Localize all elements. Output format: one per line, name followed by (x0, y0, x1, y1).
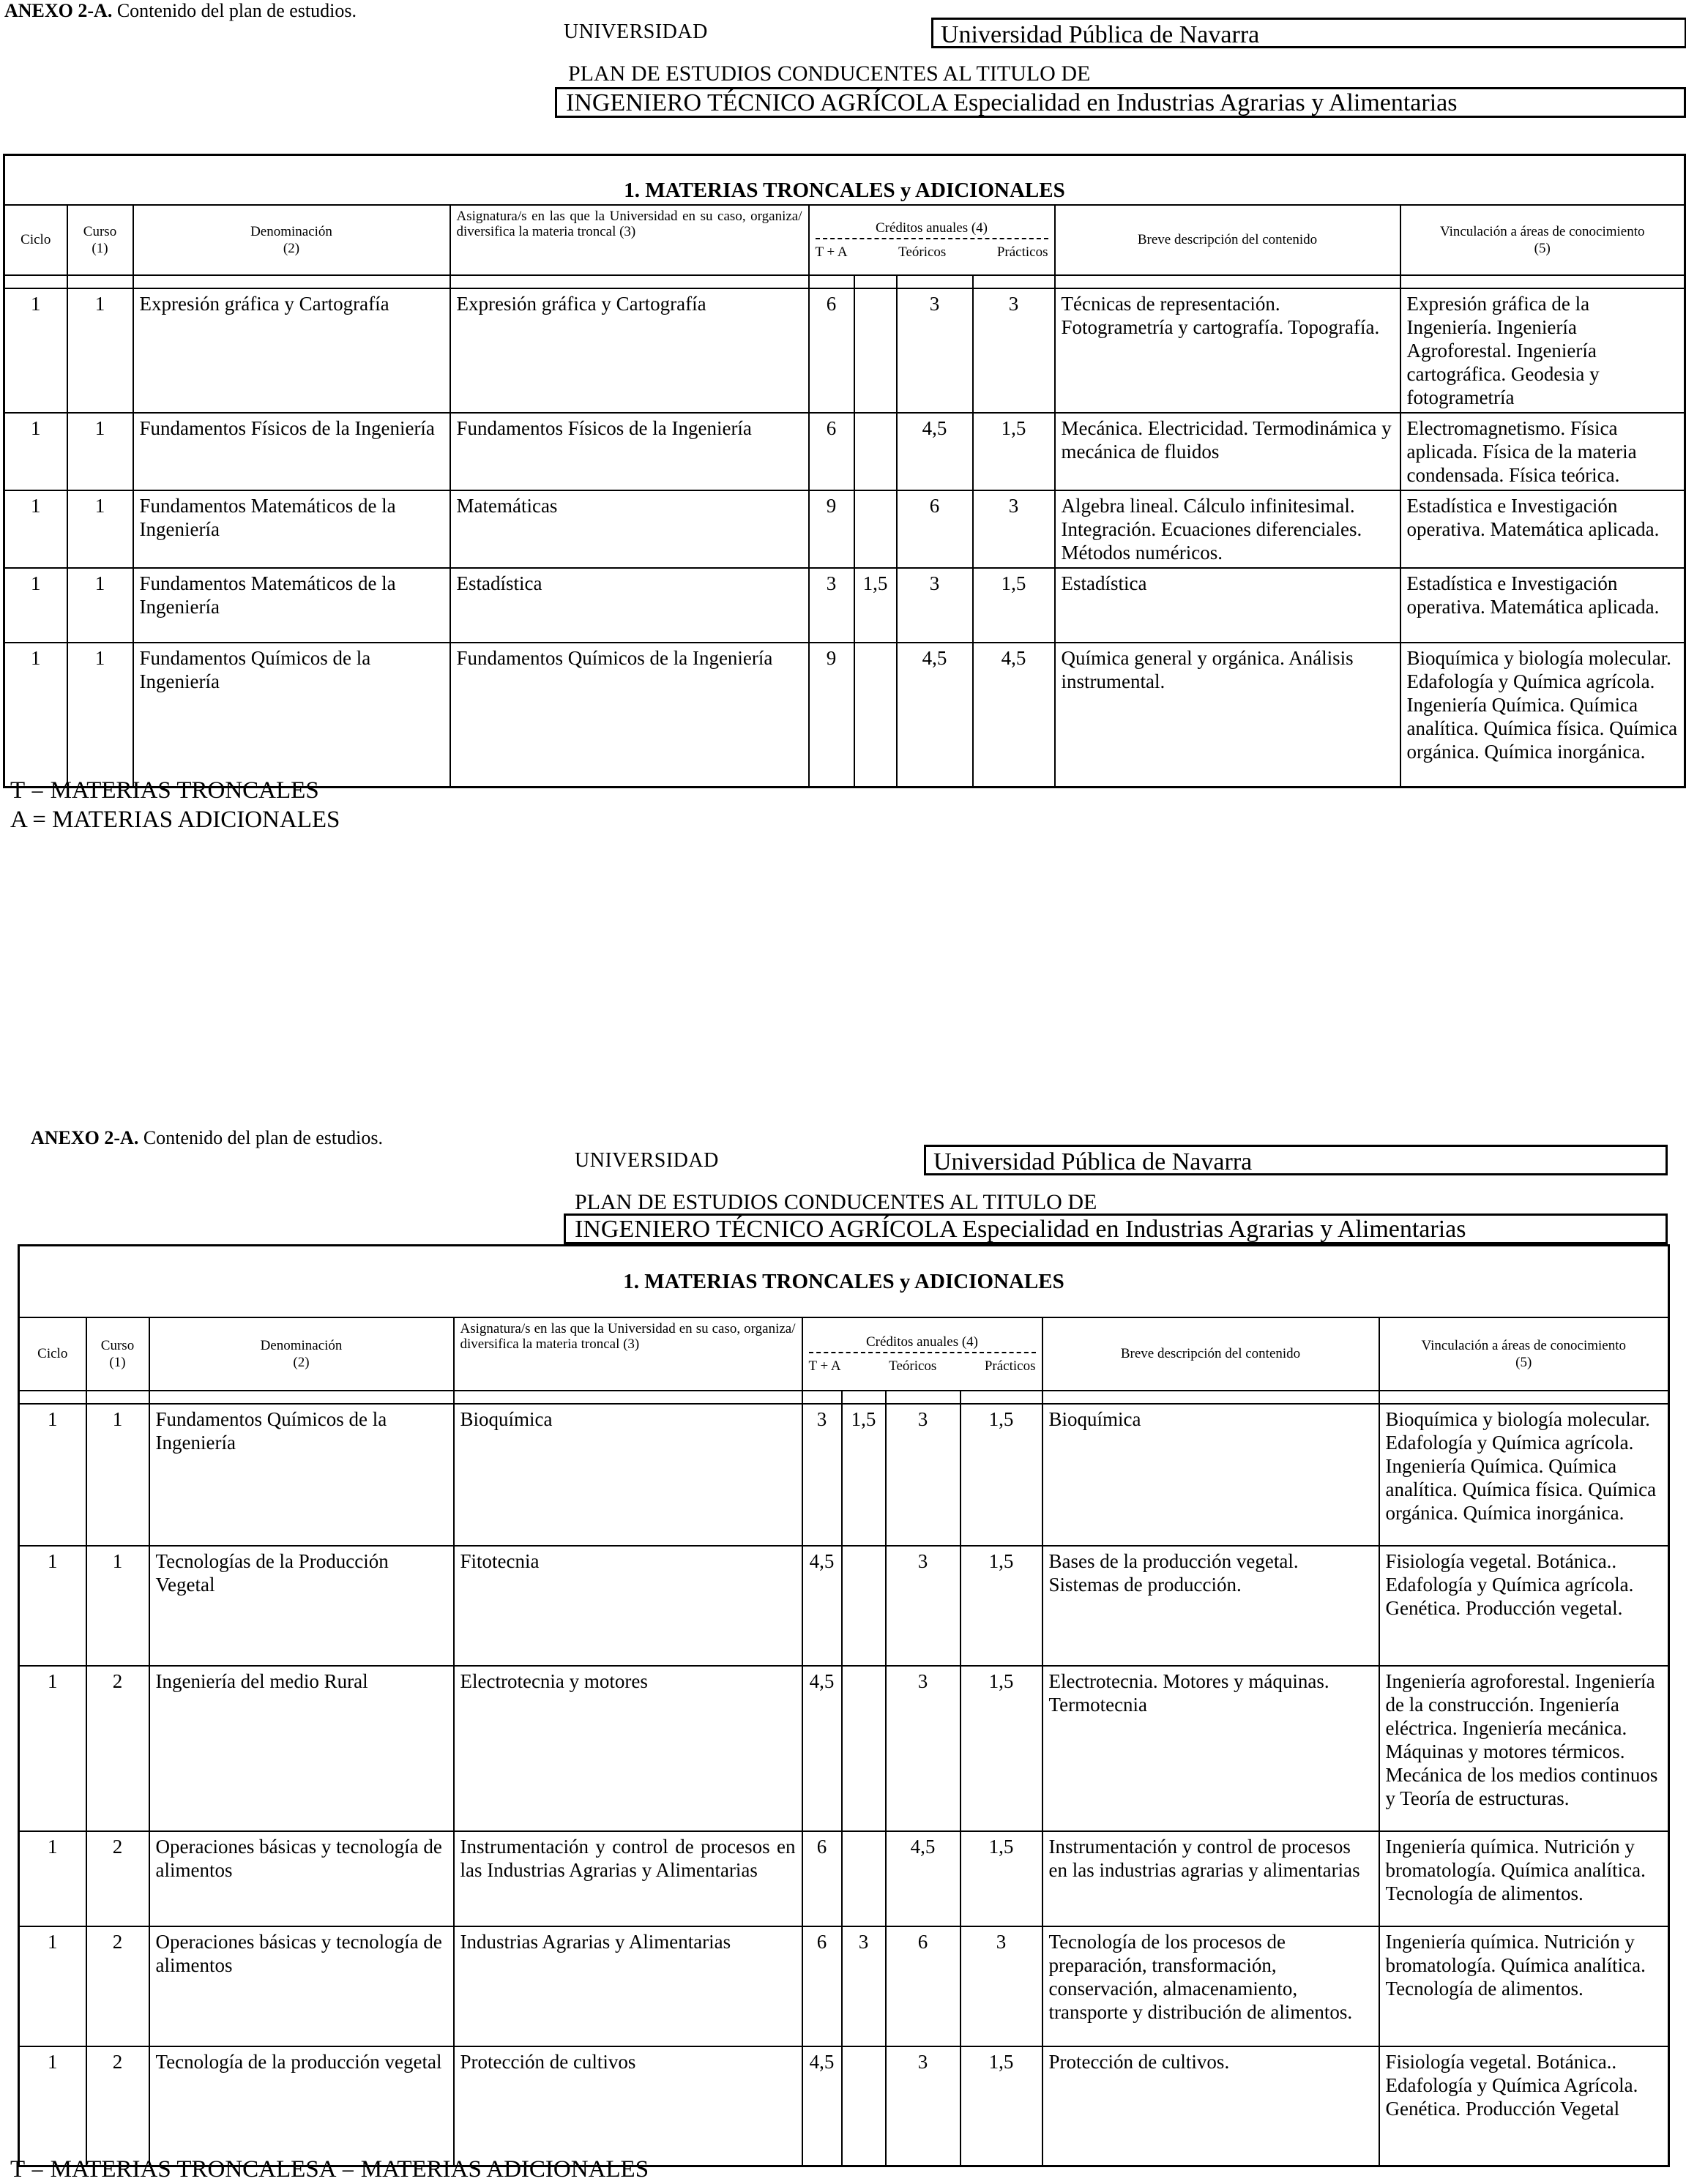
annex-heading (4, 0, 357, 22)
cell-denominacion: Fundamentos Matemáticos de la Ingeniería (133, 568, 450, 643)
cell-breve: Algebra lineal. Cálculo infinitesimal. Integración. Ecuaciones diferenciales. Métodos numéricos. (1055, 490, 1400, 568)
cell-a (854, 288, 897, 413)
cell-ciclo: 1 (4, 413, 67, 490)
cell-t: 4,5 (802, 1546, 842, 1666)
cell-teoricos: 3 (897, 568, 973, 643)
col-breve: Breve descripción del contenido (1042, 1317, 1379, 1391)
col-vinculacion-num: (5) (1534, 240, 1551, 256)
cell-ciclo: 1 (19, 1666, 86, 1831)
col-denominacion-num: (2) (293, 1354, 310, 1370)
col-denominacion-num: (2) (283, 240, 300, 256)
creditos-ta: T + A (815, 244, 848, 260)
cell-a (854, 490, 897, 568)
cell-curso: 1 (67, 568, 133, 643)
cell-breve: Electrotecnia. Motores y máquinas. Termotecnia (1042, 1666, 1379, 1831)
cell-denominacion: Fundamentos Químicos de la Ingeniería (133, 643, 450, 788)
cell-teoricos: 6 (897, 490, 973, 568)
cell-t: 6 (809, 288, 854, 413)
cell-practicos: 3 (973, 288, 1055, 413)
cell-curso: 1 (67, 490, 133, 568)
cell-curso: 2 (86, 1831, 149, 1926)
table-row (19, 1404, 1669, 1546)
cell-vinculacion: Expresión gráfica de la Ingeniería. Ingeniería Agroforestal. Ingeniería cartográfica. Geodesia y fotogrametría (1400, 288, 1685, 413)
universidad-box: Universidad Pública de Navarra (924, 1145, 1668, 1175)
cell-breve: Bases de la producción vegetal. Sistemas de producción. (1042, 1546, 1379, 1666)
col-curso-num: (1) (109, 1354, 126, 1370)
col-denominacion (149, 1317, 454, 1391)
cell-vinculacion: Bioquímica y biología molecular. Edafología y Química agrícola. Ingeniería Química. Química analítica. Química física. Química orgánica. Química inorgánica. (1400, 643, 1685, 788)
cell-t: 4,5 (802, 2046, 842, 2166)
cell-asignatura: Industrias Agrarias y Alimentarias (454, 1926, 802, 2046)
section-title: 1. MATERIAS TRONCALES y ADICIONALES (4, 155, 1685, 205)
col-vinculacion (1400, 205, 1685, 275)
cell-vinculacion: Fisiología vegetal. Botánica.. Edafología y Química agrícola. Genética. Producción vegetal. (1379, 1546, 1669, 1666)
plan-label: PLAN DE ESTUDIOS CONDUCENTES AL TITULO DE (575, 1190, 1097, 1214)
annex-label: ANEXO 2-A. (4, 0, 113, 21)
cell-a: 1,5 (854, 568, 897, 643)
cell-curso: 1 (86, 1546, 149, 1666)
cell-denominacion: Tecnologías de la Producción Vegetal (149, 1546, 454, 1666)
cell-practicos: 1,5 (961, 2046, 1042, 2166)
col-ciclo: Ciclo (19, 1317, 86, 1391)
creditos-practicos: Prácticos (984, 1358, 1036, 1374)
universidad-label: UNIVERSIDAD (575, 1149, 719, 1172)
cell-practicos: 1,5 (973, 568, 1055, 643)
cell-denominacion: Expresión gráfica y Cartografía (133, 288, 450, 413)
cell-teoricos: 3 (886, 1404, 961, 1546)
universidad-label: UNIVERSIDAD (564, 20, 708, 43)
cell-breve: Protección de cultivos. (1042, 2046, 1379, 2166)
cell-teoricos: 3 (886, 1666, 961, 1831)
cell-ciclo: 1 (19, 1926, 86, 2046)
cell-denominacion: Operaciones básicas y tecnología de alimentos (149, 1831, 454, 1926)
cell-vinculacion: Fisiología vegetal. Botánica.. Edafología y Química Agrícola. Genética. Producción Vegetal (1379, 2046, 1669, 2166)
cell-practicos: 1,5 (973, 413, 1055, 490)
col-curso-label: Curso (83, 223, 117, 239)
cell-practicos: 1,5 (961, 1666, 1042, 1831)
col-denominacion-label: Denominación (260, 1337, 343, 1353)
cell-denominacion: Tecnología de la producción vegetal (149, 2046, 454, 2166)
legend (10, 2155, 649, 2184)
cell-a (842, 1831, 886, 1926)
col-curso (86, 1317, 149, 1391)
cell-curso: 2 (86, 2046, 149, 2166)
cell-teoricos: 3 (886, 1546, 961, 1666)
cell-teoricos: 3 (897, 288, 973, 413)
cell-t: 3 (809, 568, 854, 643)
cell-denominacion: Fundamentos Matemáticos de la Ingeniería (133, 490, 450, 568)
col-creditos (802, 1317, 1042, 1391)
header-spacer (4, 275, 1685, 288)
cell-a: 3 (842, 1926, 886, 2046)
cell-breve: Instrumentación y control de procesos en las industrias agrarias y alimentarias (1042, 1831, 1379, 1926)
titulo-box: INGENIERO TÉCNICO AGRÍCOLA Especialidad en Industrias Agrarias y Alimentarias (564, 1213, 1668, 1244)
creditos-teoricos: Teóricos (898, 244, 947, 260)
materias-table (3, 154, 1686, 788)
cell-ciclo: 1 (19, 1546, 86, 1666)
cell-asignatura: Fundamentos Físicos de la Ingeniería (450, 413, 809, 490)
cell-curso: 2 (86, 1926, 149, 2046)
cell-teoricos: 6 (886, 1926, 961, 2046)
cell-a (854, 643, 897, 788)
cell-practicos: 4,5 (973, 643, 1055, 788)
col-vinculacion-num: (5) (1515, 1354, 1532, 1370)
cell-asignatura: Bioquímica (454, 1404, 802, 1546)
creditos-teoricos: Teóricos (889, 1358, 937, 1374)
titulo-box: INGENIERO TÉCNICO AGRÍCOLA Especialidad en Industrias Agrarias y Alimentarias (555, 87, 1686, 118)
cell-a (842, 1666, 886, 1831)
creditos-title: Créditos anuales (4) (809, 1334, 1036, 1353)
annex-text: Contenido del plan de estudios. (138, 1127, 383, 1148)
col-denominacion-label: Denominación (250, 223, 332, 239)
cell-ciclo: 1 (19, 2046, 86, 2166)
legend-troncales-adicionales: T = MATERIAS TRONCALESA = MATERIAS ADICIONALES (10, 2156, 649, 2183)
cell-vinculacion: Ingeniería química. Nutrición y bromatología. Química analítica. Tecnología de alimentos. (1379, 1926, 1669, 2046)
cell-t: 9 (809, 490, 854, 568)
cell-ciclo: 1 (4, 568, 67, 643)
cell-a (842, 2046, 886, 2166)
creditos-practicos: Prácticos (996, 244, 1048, 260)
cell-t: 9 (809, 643, 854, 788)
cell-ciclo: 1 (4, 288, 67, 413)
cell-practicos: 1,5 (961, 1404, 1042, 1546)
cell-t: 6 (802, 1831, 842, 1926)
cell-practicos: 1,5 (961, 1546, 1042, 1666)
plan-label: PLAN DE ESTUDIOS CONDUCENTES AL TITULO DE (568, 61, 1091, 86)
cell-a: 1,5 (842, 1404, 886, 1546)
table-row (4, 490, 1685, 568)
legend-troncales: T = MATERIAS TRONCALES (10, 777, 319, 804)
cell-teoricos: 4,5 (886, 1831, 961, 1926)
cell-curso: 1 (67, 288, 133, 413)
cell-ciclo: 1 (19, 1831, 86, 1926)
annex-label: ANEXO 2-A. (31, 1127, 139, 1148)
col-vinculacion-label: Vinculación a áreas de conocimiento (1421, 1337, 1627, 1353)
cell-asignatura: Electrotecnia y motores (454, 1666, 802, 1831)
cell-breve: Mecánica. Electricidad. Termodinámica y mecánica de fluidos (1055, 413, 1400, 490)
section-title: 1. MATERIAS TRONCALES y ADICIONALES (19, 1246, 1669, 1317)
cell-breve: Bioquímica (1042, 1404, 1379, 1546)
cell-asignatura: Fundamentos Químicos de la Ingeniería (450, 643, 809, 788)
col-asignatura: Asignatura/s en las que la Universidad en su caso, organiza/ diversifica la materia troncal (3) (450, 205, 809, 275)
col-asignatura: Asignatura/s en las que la Universidad en su caso, organiza/ diversifica la materia troncal (3) (454, 1317, 802, 1391)
cell-denominacion: Fundamentos Físicos de la Ingeniería (133, 413, 450, 490)
cell-breve: Técnicas de representación. Fotogrametría y cartografía. Topografía. (1055, 288, 1400, 413)
col-curso (67, 205, 133, 275)
col-vinculacion-label: Vinculación a áreas de conocimiento (1439, 223, 1645, 239)
table-row (4, 568, 1685, 643)
table-row (19, 1831, 1669, 1926)
cell-curso: 2 (86, 1666, 149, 1831)
cell-vinculacion: Estadística e Investigación operativa. Matemática aplicada. (1400, 490, 1685, 568)
cell-asignatura: Protección de cultivos (454, 2046, 802, 2166)
cell-vinculacion: Ingeniería química. Nutrición y bromatología. Química analítica. Tecnología de alimentos. (1379, 1831, 1669, 1926)
cell-denominacion: Fundamentos Químicos de la Ingeniería (149, 1404, 454, 1546)
creditos-ta: T + A (808, 1358, 841, 1374)
legend (10, 776, 340, 834)
cell-ciclo: 1 (19, 1404, 86, 1546)
cell-breve: Estadística (1055, 568, 1400, 643)
col-vinculacion (1379, 1317, 1669, 1391)
cell-asignatura: Matemáticas (450, 490, 809, 568)
annex-heading (31, 1127, 383, 1149)
table-row (4, 643, 1685, 788)
cell-asignatura: Estadística (450, 568, 809, 643)
col-ciclo: Ciclo (4, 205, 67, 275)
cell-a (854, 413, 897, 490)
cell-t: 6 (802, 1926, 842, 2046)
universidad-box: Universidad Pública de Navarra (931, 18, 1686, 48)
table-row (19, 1926, 1669, 2046)
cell-practicos: 3 (973, 490, 1055, 568)
cell-vinculacion: Estadística e Investigación operativa. Matemática aplicada. (1400, 568, 1685, 643)
col-denominacion (133, 205, 450, 275)
cell-curso: 1 (67, 413, 133, 490)
cell-vinculacion: Bioquímica y biología molecular. Edafología y Química agrícola. Ingeniería Química. Química analítica. Química física. Química orgánica. Química inorgánica. (1379, 1404, 1669, 1546)
col-curso-num: (1) (92, 240, 108, 256)
cell-curso: 1 (67, 643, 133, 788)
col-curso-label: Curso (100, 1337, 135, 1353)
cell-denominacion: Ingeniería del medio Rural (149, 1666, 454, 1831)
cell-asignatura: Fitotecnia (454, 1546, 802, 1666)
cell-breve: Tecnología de los procesos de preparación, transformación, conservación, almacenamiento, transporte y distribución de alimentos. (1042, 1926, 1379, 2046)
cell-a (842, 1546, 886, 1666)
table-row (4, 413, 1685, 490)
cell-practicos: 1,5 (961, 1831, 1042, 1926)
cell-vinculacion: Electromagnetismo. Física aplicada. Física de la materia condensada. Física teórica. (1400, 413, 1685, 490)
table-row (19, 1546, 1669, 1666)
annex-text: Contenido del plan de estudios. (112, 0, 357, 21)
cell-curso: 1 (86, 1404, 149, 1546)
cell-t: 4,5 (802, 1666, 842, 1831)
cell-teoricos: 4,5 (897, 413, 973, 490)
cell-teoricos: 4,5 (897, 643, 973, 788)
cell-vinculacion: Ingeniería agroforestal. Ingeniería de la construcción. Ingeniería eléctrica. Ingeniería mecánica. Máquinas y motores térmicos. Mecánica de los medios continuos y Teoría de estructuras. (1379, 1666, 1669, 1831)
materias-table (18, 1244, 1670, 2167)
cell-t: 3 (802, 1404, 842, 1546)
legend-adicionales: A = MATERIAS ADICIONALES (10, 807, 340, 833)
creditos-title: Créditos anuales (4) (816, 220, 1048, 239)
col-breve: Breve descripción del contenido (1055, 205, 1400, 275)
cell-asignatura: Expresión gráfica y Cartografía (450, 288, 809, 413)
cell-ciclo: 1 (4, 643, 67, 788)
cell-asignatura: Instrumentación y control de procesos en las Industrias Agrarias y Alimentarias (454, 1831, 802, 1926)
cell-breve: Química general y orgánica. Análisis instrumental. (1055, 643, 1400, 788)
cell-denominacion: Operaciones básicas y tecnología de alimentos (149, 1926, 454, 2046)
cell-ciclo: 1 (4, 490, 67, 568)
cell-t: 6 (809, 413, 854, 490)
col-creditos (809, 205, 1055, 275)
cell-teoricos: 3 (886, 2046, 961, 2166)
table-row (19, 2046, 1669, 2166)
cell-practicos: 3 (961, 1926, 1042, 2046)
header-spacer (19, 1391, 1669, 1404)
table-row (19, 1666, 1669, 1831)
table-row (4, 288, 1685, 413)
